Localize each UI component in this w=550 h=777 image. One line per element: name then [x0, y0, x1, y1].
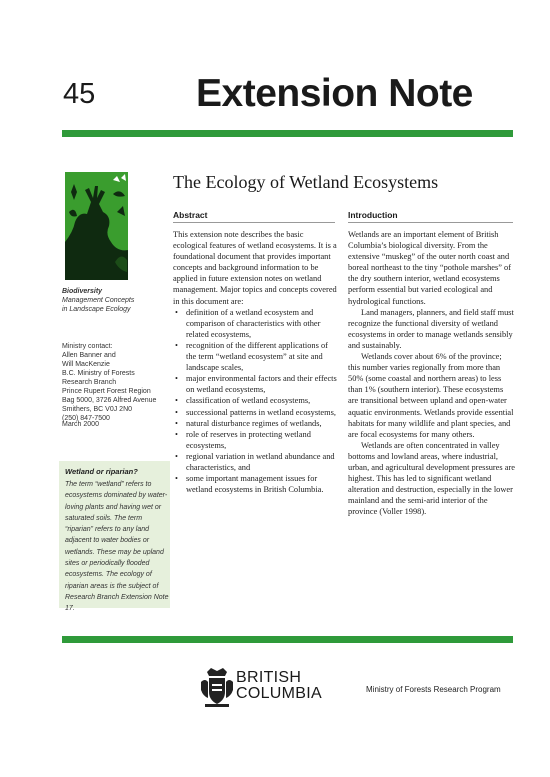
list-item: • recognition of the different applications of the term “wetland ecosystem” at site and landscape scales,: [173, 340, 337, 373]
contact-line: Allen Banner and: [62, 352, 116, 359]
wetland-riparian-sidebar: [59, 461, 170, 613]
bottom-green-rule: [62, 636, 513, 643]
research-program-label: Ministry of Forests Research Program: [366, 685, 501, 694]
list-item: • major environmental factors and their effects on wetland ecosystems,: [173, 373, 337, 395]
page-header-title: Extension Note: [196, 72, 473, 115]
contact-line: B.C. Ministry of Forests: [62, 370, 135, 377]
abstract-rule: [173, 222, 335, 223]
abstract-heading: Abstract: [173, 210, 208, 220]
contact-line: Prince Rupert Forest Region: [62, 388, 151, 395]
ministry-contact: [62, 342, 156, 423]
intro-paragraph: Wetlands are often concentrated in valley bottoms and lowland areas, where industrial, urban, and agricultural development pressures are highest. This has led to significant wetland alteration and destruction, especially in the lower mainland and the semi-arid interior of the province (Voller 1998).: [348, 440, 515, 517]
bc-wordmark: [236, 670, 322, 702]
list-item: • regional variation in wetland abundance and characteristics, and: [173, 451, 337, 473]
extension-note-number: 45: [63, 78, 96, 110]
sidebar-heading: Wetland or riparian?: [65, 467, 138, 476]
abstract-topics-list: [173, 307, 337, 496]
contact-line: Smithers, BC V0J 2N0: [62, 406, 133, 413]
introduction-rule: [348, 222, 513, 223]
top-green-rule: [62, 130, 513, 137]
list-item: • definition of a wetland ecosystem and comparison of characteristics with other related ecosystems,: [173, 307, 337, 340]
logo-caption-line: Management Concepts: [62, 297, 135, 304]
intro-paragraph: Wetlands are an important element of British Columbia’s biological diversity. From the extensive “muskeg” of the outer north coast and boreal northeast to the tiny “pothole marshes” of the dry southern interior, wetland ecosystems perform essential but varied ecological and hydrological functions.: [348, 230, 512, 306]
contact-line: Research Branch: [62, 379, 117, 386]
contact-line: (250) 847-7500: [62, 415, 110, 422]
list-item: • role of reserves in protecting wetland ecosystems,: [173, 429, 337, 451]
list-item: • classification of wetland ecosystems,: [173, 395, 337, 406]
contact-line: Bag 5000, 3726 Alfred Avenue: [62, 397, 157, 404]
list-item: • some important management issues for wetland ecosystems in British Columbia.: [173, 473, 337, 495]
bc-crest-icon: [201, 668, 233, 708]
introduction-column: [348, 229, 515, 517]
deer-logo-icon: [65, 172, 128, 280]
contact-line: Ministry contact:: [62, 343, 113, 350]
contact-line: Will MacKenzie: [62, 361, 110, 368]
list-item: • natural disturbance regimes of wetlands,: [173, 418, 337, 429]
bc-wordmark-line2: COLUMBIA: [236, 685, 322, 702]
abstract-column: [173, 229, 337, 495]
sidebar-body: The term “wetland” refers to ecosystems dominated by water-loving plants and having wet or saturated soils. The term “riparian” refers to any land adjacent to water bodies or wetlands. These may be upland sites or periodically flooded ecosystems. The ecology of riparian areas is the subject of Research Branch Extension Note 17.: [65, 481, 169, 613]
abstract-intro: This extension note describes the basic ecological features of wetland ecosystems. It is a foundational document that provides important concepts and background information to be applied in future extension notes on wetland management. Major topics and concepts covered in this document are:: [173, 230, 337, 306]
publication-date: March 2000: [62, 421, 99, 428]
document-title: The Ecology of Wetland Ecosystems: [173, 172, 439, 192]
logo-caption-line: in Landscape Ecology: [62, 306, 131, 313]
bc-wordmark-line1: BRITISH: [236, 669, 302, 686]
introduction-heading: Introduction: [348, 210, 398, 220]
logo-caption: [62, 287, 134, 314]
intro-paragraph: Land managers, planners, and field staff must recognize the functional diversity of wetland ecosystems in order to manage wetlands sensibly and sustainably.: [348, 307, 514, 350]
logo-caption-title: Biodiversity: [62, 288, 103, 295]
intro-paragraph: Wetlands cover about 6% of the province; this number varies regionally from more than 50% (some coastal and northern areas) to less than 1% (southern interior). These ecosystems are transitional between upland and open-water aquatic environments. Wetlands provide essential habitats for many wildlife and plant species, and are focal ecosystems for many others.: [348, 352, 514, 439]
list-item: • successional patterns in wetland ecosystems,: [173, 407, 337, 418]
